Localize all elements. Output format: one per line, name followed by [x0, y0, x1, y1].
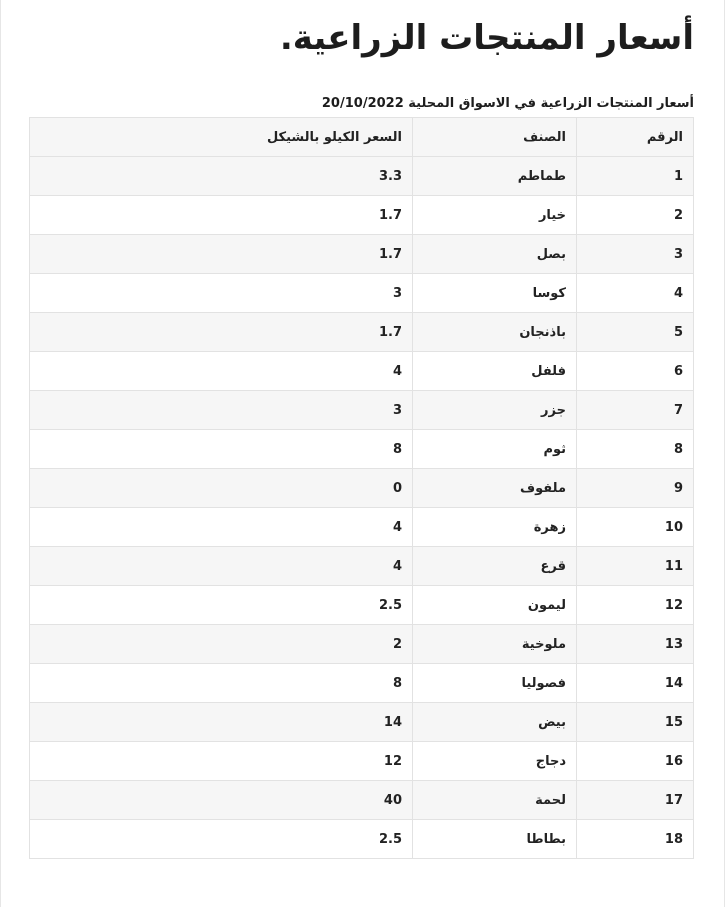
- page-title: أسعار المنتجات الزراعية.: [279, 18, 694, 58]
- table-row: [30, 157, 694, 196]
- table-row: [30, 352, 694, 391]
- cell-number: 14: [577, 664, 694, 703]
- cell-price: 14: [30, 703, 413, 742]
- table-row: [30, 664, 694, 703]
- cell-price: 0: [30, 469, 413, 508]
- table-row: [30, 469, 694, 508]
- cell-number: 18: [577, 820, 694, 859]
- cell-number: 8: [577, 430, 694, 469]
- cell-item: ملفوف: [413, 469, 577, 508]
- cell-item: زهرة: [413, 508, 577, 547]
- cell-item: دجاج: [413, 742, 577, 781]
- cell-price: 4: [30, 547, 413, 586]
- cell-price: 2: [30, 625, 413, 664]
- table-row: [30, 508, 694, 547]
- cell-item: بيض: [413, 703, 577, 742]
- cell-price: 40: [30, 781, 413, 820]
- table-row: [30, 703, 694, 742]
- cell-number: 17: [577, 781, 694, 820]
- table-row: [30, 274, 694, 313]
- cell-item: كوسا: [413, 274, 577, 313]
- table-row: [30, 547, 694, 586]
- cell-item: خيار: [413, 196, 577, 235]
- cell-price: 2.5: [30, 586, 413, 625]
- cell-price: 1.7: [30, 235, 413, 274]
- cell-item: ملوخية: [413, 625, 577, 664]
- cell-number: 3: [577, 235, 694, 274]
- cell-item: باذنجان: [413, 313, 577, 352]
- table-row: [30, 820, 694, 859]
- cell-item: فصوليا: [413, 664, 577, 703]
- cell-price: 3.3: [30, 157, 413, 196]
- cell-number: 6: [577, 352, 694, 391]
- table-row: [30, 196, 694, 235]
- cell-number: 13: [577, 625, 694, 664]
- cell-item: بطاطا: [413, 820, 577, 859]
- cell-item: جزر: [413, 391, 577, 430]
- cell-price: 8: [30, 430, 413, 469]
- cell-price: 4: [30, 352, 413, 391]
- cell-price: 2.5: [30, 820, 413, 859]
- cell-number: 1: [577, 157, 694, 196]
- table-row: [30, 625, 694, 664]
- header-number: الرقم: [577, 118, 694, 157]
- cell-number: 16: [577, 742, 694, 781]
- cell-item: قرع: [413, 547, 577, 586]
- table-row: [30, 742, 694, 781]
- table-body: [30, 157, 694, 859]
- cell-price: 3: [30, 274, 413, 313]
- cell-item: طماطم: [413, 157, 577, 196]
- cell-number: 5: [577, 313, 694, 352]
- cell-item: ثوم: [413, 430, 577, 469]
- cell-price: 1.7: [30, 313, 413, 352]
- cell-number: 7: [577, 391, 694, 430]
- table-row: [30, 430, 694, 469]
- table-caption: أسعار المنتجات الزراعية في الاسواق المحلية 20/10/2022: [321, 96, 694, 111]
- cell-number: 9: [577, 469, 694, 508]
- header-item: الصنف: [413, 118, 577, 157]
- prices-table: [29, 117, 694, 859]
- cell-number: 4: [577, 274, 694, 313]
- cell-price: 3: [30, 391, 413, 430]
- table-row: [30, 235, 694, 274]
- cell-price: 1.7: [30, 196, 413, 235]
- cell-price: 12: [30, 742, 413, 781]
- table-row: [30, 391, 694, 430]
- table-row: [30, 313, 694, 352]
- cell-price: 8: [30, 664, 413, 703]
- cell-number: 12: [577, 586, 694, 625]
- cell-item: فلفل: [413, 352, 577, 391]
- table-header-row: [30, 118, 694, 157]
- cell-number: 11: [577, 547, 694, 586]
- cell-item: بصل: [413, 235, 577, 274]
- cell-number: 15: [577, 703, 694, 742]
- cell-number: 2: [577, 196, 694, 235]
- header-price: السعر الكيلو بالشيكل: [30, 118, 413, 157]
- cell-item: ليمون: [413, 586, 577, 625]
- cell-item: لحمة: [413, 781, 577, 820]
- cell-price: 4: [30, 508, 413, 547]
- table-row: [30, 781, 694, 820]
- table-row: [30, 586, 694, 625]
- cell-number: 10: [577, 508, 694, 547]
